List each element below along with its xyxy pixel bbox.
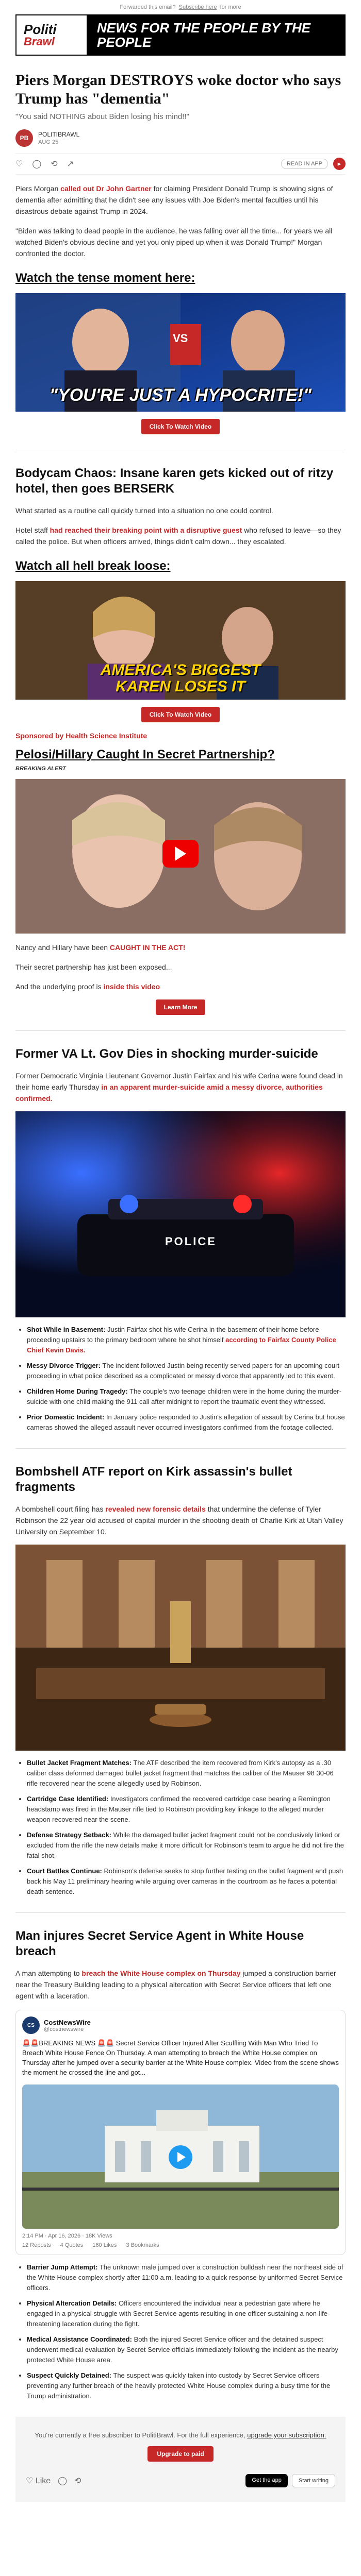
sponsor-p3-prefix: And the underlying proof is xyxy=(15,982,102,991)
courtroom-image xyxy=(15,1545,346,1751)
atf-title[interactable]: Bombshell ATF report on Kirk assassin's bullet fragments xyxy=(15,1465,292,1494)
atf-bullets xyxy=(15,1758,346,1897)
watch-heading: Watch the tense moment here: xyxy=(15,271,195,285)
restack-icon[interactable]: ⟲ xyxy=(51,160,58,168)
tweet-quotes[interactable]: 4 Quotes xyxy=(60,2242,84,2248)
post-date: AUG 25 xyxy=(38,139,59,145)
embedded-tweet[interactable] xyxy=(15,2010,346,2255)
brand-logo[interactable] xyxy=(15,14,88,56)
karen-prefix: Hotel staff xyxy=(15,526,48,534)
divider xyxy=(15,1030,346,1031)
sponsor-title[interactable]: Pelosi/Hillary Caught In Secret Partnership? xyxy=(15,748,275,761)
courtroom-art xyxy=(15,1545,346,1751)
article-title[interactable]: Piers Morgan DESTROYS woke doctor who says Trump has "dementia" xyxy=(15,72,341,107)
bottom-spacer xyxy=(15,2502,346,2517)
divider xyxy=(15,1448,346,1449)
tweet-avatar[interactable]: CS xyxy=(22,2016,40,2034)
list-item: • Medical Assistance Coordinated: Both the injured Secret Service officer and the detained suspect underwent medical evaluation by Secret Service officials immediately following the incident as the nearby protected White House area. xyxy=(27,2334,346,2365)
play-icon[interactable] xyxy=(169,2145,192,2169)
play-icon[interactable] xyxy=(162,840,199,868)
header-banner[interactable] xyxy=(15,14,346,56)
read-in-app-button[interactable]: READ IN APP xyxy=(281,159,328,169)
watch-video-button-1[interactable]: Click To Watch Video xyxy=(141,419,220,434)
watch-video-button-2[interactable]: Click To Watch Video xyxy=(141,707,220,722)
tweet-text: 🚨🚨BREAKING NEWS 🚨🚨 Secret Service Officer Injured After Scuffling With Man Who Tried To Breach White House Fence On Thursday. A man attempting to breach the White House complex on Thursday after he jumped over a security barrier at the White House complex. Video from the scene shows the moment he crossed the line and got... xyxy=(22,2039,339,2076)
atf-paragraph-1 xyxy=(15,1503,346,1537)
karen-paragraph-1: What started as a routine call quickly turned into a situation no one could control. xyxy=(15,506,273,515)
police-car-art xyxy=(15,1111,346,1317)
tweet-meta: 2:14 PM · Apr 16, 2026 · 18K Views xyxy=(22,2233,112,2239)
upgrade-link[interactable]: upgrade your subscription. xyxy=(247,2431,326,2439)
sponsor-paragraph-2: Their secret partnership has just been exposed... xyxy=(15,963,172,971)
subscribe-link[interactable]: Subscribe here xyxy=(178,4,217,10)
brand-tagline: NEWS FOR THE PEOPLE BY THE PEOPLE xyxy=(97,20,311,50)
comment-icon[interactable]: ◯ xyxy=(32,160,42,168)
sponsor-video[interactable] xyxy=(15,779,346,934)
list-item: • Cartridge Case Identified: Investigators confirmed the recovered cartridge case bearing a Remington headstamp was fired in the Mauser rifle tied to Robinson providing key linkage to the alleged murder weapon recovered near the scene. xyxy=(27,1794,346,1825)
restack-icon[interactable]: ⟲ xyxy=(74,2477,81,2485)
get-app-button[interactable]: Get the app xyxy=(245,2474,288,2487)
ss-paragraph-1 xyxy=(15,1968,346,2002)
forward-text: Forwarded this email? xyxy=(120,4,176,10)
sponsor-prefix: Nancy and Hillary have been xyxy=(15,943,108,952)
tweet-author[interactable]: CostNewsWire xyxy=(44,2018,91,2026)
svg-text:VS: VS xyxy=(173,332,188,345)
breaking-alert: BREAKING ALERT xyxy=(15,766,66,772)
list-item: • Court Battles Continue: Robinson's defense seeks to stop further testing on the bullet fragment and push back his May 11 preliminary hearing while arguing over cameras in the courtroom as he faces a potential death sentence. xyxy=(27,1866,346,1897)
intro-paragraph-2: "Biden was talking to dead people in the audience, he was falling over all the time... for years we all watched Biden's obvious decline and yet you only piped up when it was Donald Trump!" Morgan confronted the doctor. xyxy=(15,227,333,258)
list-item: • Messy Divorce Trigger: The incident followed Justin being recently served papers for an upcoming court proceeding in what police described as a complicated or messy divorce that apparently led to this event. xyxy=(27,1361,346,1381)
atf-suffix: that undermine the defense of Tyler Robinson the 22 year old accused of capital murder in the shooting death of Charlie Kirk at Utah Valley University on September 10. xyxy=(15,1505,343,1536)
like-button[interactable]: ♡ Like xyxy=(26,2477,51,2485)
karen-highlight: had reached their breaking point with a disruptive guest xyxy=(50,526,242,534)
like-label: Like xyxy=(35,2477,51,2485)
intro-suffix: for claiming President Donald Trump is showing signs of dementia after admitting that he didn't see any issues with Joe Biden's mental faculties until his disastrous debate against Trump in 2024. xyxy=(15,184,333,215)
footer xyxy=(15,2417,346,2502)
tweet-video[interactable] xyxy=(22,2084,339,2229)
tweet-handle: @costnewswire xyxy=(44,2026,84,2032)
list-item: • Prior Domestic Incident: In January police responded to Justin's allegation of assault by Cerina but house cameras showed the alleged assault never occurred investigators confirmed from the footage collected. xyxy=(27,1412,346,1433)
video-thumbnail-morgan[interactable] xyxy=(15,293,346,412)
heart-icon[interactable]: ♡ xyxy=(15,160,23,168)
list-item: • Barrier Jump Attempt: The unknown male jumped over a construction bulldash near the northeast side of the White House complex shortly after 11:00 a.m. leading to a quick response by uniformed Secret Service officers. xyxy=(27,2262,346,2293)
ss-prefix: A man attempting to xyxy=(15,1969,80,1977)
article-subtitle: "You said NOTHING about Biden losing his mind!!" xyxy=(15,112,189,121)
list-item: • Shot While in Basement: Justin Fairfax shot his wife Cerina in the basement of their home before proceeding upstairs to the primary bedroom where he shot himself according to Fairfax County Police Chief Kevin Davis. xyxy=(27,1325,346,1355)
police-image xyxy=(15,1111,346,1317)
footer-text: You're currently a free subscriber to PolitiBrawl. For the full experience, xyxy=(35,2431,245,2439)
list-item: • Bullet Jacket Fragment Matches: The ATF described the item recovered from Kirk's autopsy as a .30 caliber class deformed damaged bullet jacket fragment that matches the caliber of the Mauser 98 30-06 rifle recovered near the scene allegedly used by Robinson. xyxy=(27,1758,346,1789)
virginia-paragraph-1 xyxy=(15,1070,346,1104)
list-item: • Physical Altercation Details: Officers encountered the individual near a pedestrian gate where he engaged in a physical struggle with Secret Service agents resulting in one officer sustaining a non-life-threatening laceration during the fight. xyxy=(27,2298,346,2329)
video-thumbnail-karen[interactable] xyxy=(15,581,346,700)
divider xyxy=(15,1912,346,1913)
forward-suffix: for more xyxy=(220,4,241,10)
ss-highlight: breach the White House complex on Thursday xyxy=(81,1969,241,1977)
comment-icon[interactable]: ◯ xyxy=(58,2477,68,2485)
karen-caption-line1: AMERICA'S BIGGEST xyxy=(100,662,261,679)
atf-highlight: revealed new forensic details xyxy=(105,1505,206,1513)
forward-bar xyxy=(0,0,361,14)
ss-title[interactable]: Man injures Secret Service Agent in White House breach xyxy=(15,1929,304,1958)
police-sign: POLICE xyxy=(165,1235,217,1248)
action-bar xyxy=(15,153,346,175)
avatar[interactable]: PB xyxy=(15,129,33,147)
video-caption: "YOU'RE JUST A HYPOCRITE!" xyxy=(49,385,312,405)
virginia-highlight: in an apparent murder-suicide amid a messy divorce, authorities confirmed. xyxy=(15,1083,323,1103)
virginia-title[interactable]: Former VA Lt. Gov Dies in shocking murder-suicide xyxy=(15,1047,318,1061)
list-item: • Defense Strategy Setback: While the damaged bullet jacket fragment could not be conclusively linked or excluded from the rifle the new details make it more difficult for Robinson's team to argue he did not fire the fatal shot. xyxy=(27,1830,346,1861)
virginia-bullets xyxy=(15,1325,346,1433)
start-writing-button[interactable]: Start writing xyxy=(292,2474,335,2487)
karen-title[interactable]: Bodycam Chaos: Insane karen gets kicked out of ritzy hotel, then goes BERSERK xyxy=(15,466,334,496)
upgrade-button[interactable]: Upgrade to paid xyxy=(147,2446,213,2462)
sponsor-label: Sponsored by Health Science Institute xyxy=(15,732,147,740)
karen-suffix: who refused to leave—so they called the police. But when officers arrived, things didn't calm down... they escalated. xyxy=(15,526,341,546)
karen-caption-line2: KAREN LOSES IT xyxy=(116,678,245,695)
sponsor-paragraph-1 xyxy=(15,942,346,953)
list-item: • Suspect Quickly Detained: The suspect was quickly taken into custody by Secret Service officers preventing any further breach of the heavily protected White House complex during a busy time for the Trump administration. xyxy=(27,2370,346,2401)
learn-more-button[interactable]: Learn More xyxy=(156,999,206,1015)
logo-line1: Politi xyxy=(24,22,57,37)
intro-highlight: called out Dr John Gartner xyxy=(60,184,152,193)
tweet-likes[interactable]: 160 Likes xyxy=(92,2242,117,2248)
author-name[interactable]: POLITIBRAWL xyxy=(38,131,80,138)
author-row xyxy=(15,129,346,147)
tweet-reposts[interactable]: 12 Reposts xyxy=(22,2242,51,2248)
ss-suffix: jumped a construction barrier near the Treasury Building leading to a physical altercation with Secret Service officers that left one agent with a laceration. xyxy=(15,1969,336,2000)
tweet-stats xyxy=(22,2242,339,2248)
list-item: • Children Home During Tragedy: The couple's two teenage children were in the home during the murder-suicide with one child making the 911 call after midnight to report the traumatic event they witnessed. xyxy=(27,1386,346,1407)
tweet-bookmarks[interactable]: 3 Bookmarks xyxy=(126,2242,159,2248)
ss-bullets xyxy=(15,2262,346,2401)
sponsor-paragraph-3 xyxy=(15,981,346,992)
share-icon[interactable]: ↗ xyxy=(67,160,74,168)
intro-paragraph-1 xyxy=(15,183,346,217)
play-circle-icon[interactable]: ▸ xyxy=(333,158,346,170)
karen-paragraph-2 xyxy=(15,524,346,547)
logo-line2: Brawl xyxy=(24,35,55,48)
karen-watch-heading: Watch all hell break loose: xyxy=(15,559,171,573)
atf-prefix: A bombshell court filing has xyxy=(15,1505,104,1513)
sponsor-p3-bold[interactable]: inside this video xyxy=(103,982,160,991)
intro-prefix: Piers Morgan xyxy=(15,184,59,193)
virginia-text: Former Democratic Virginia Lieutenant Governor Justin Fairfax and his wife Cerina were found dead in their home early Thursday xyxy=(15,1072,343,1091)
sponsor-highlight: CAUGHT IN THE ACT! xyxy=(109,943,186,952)
